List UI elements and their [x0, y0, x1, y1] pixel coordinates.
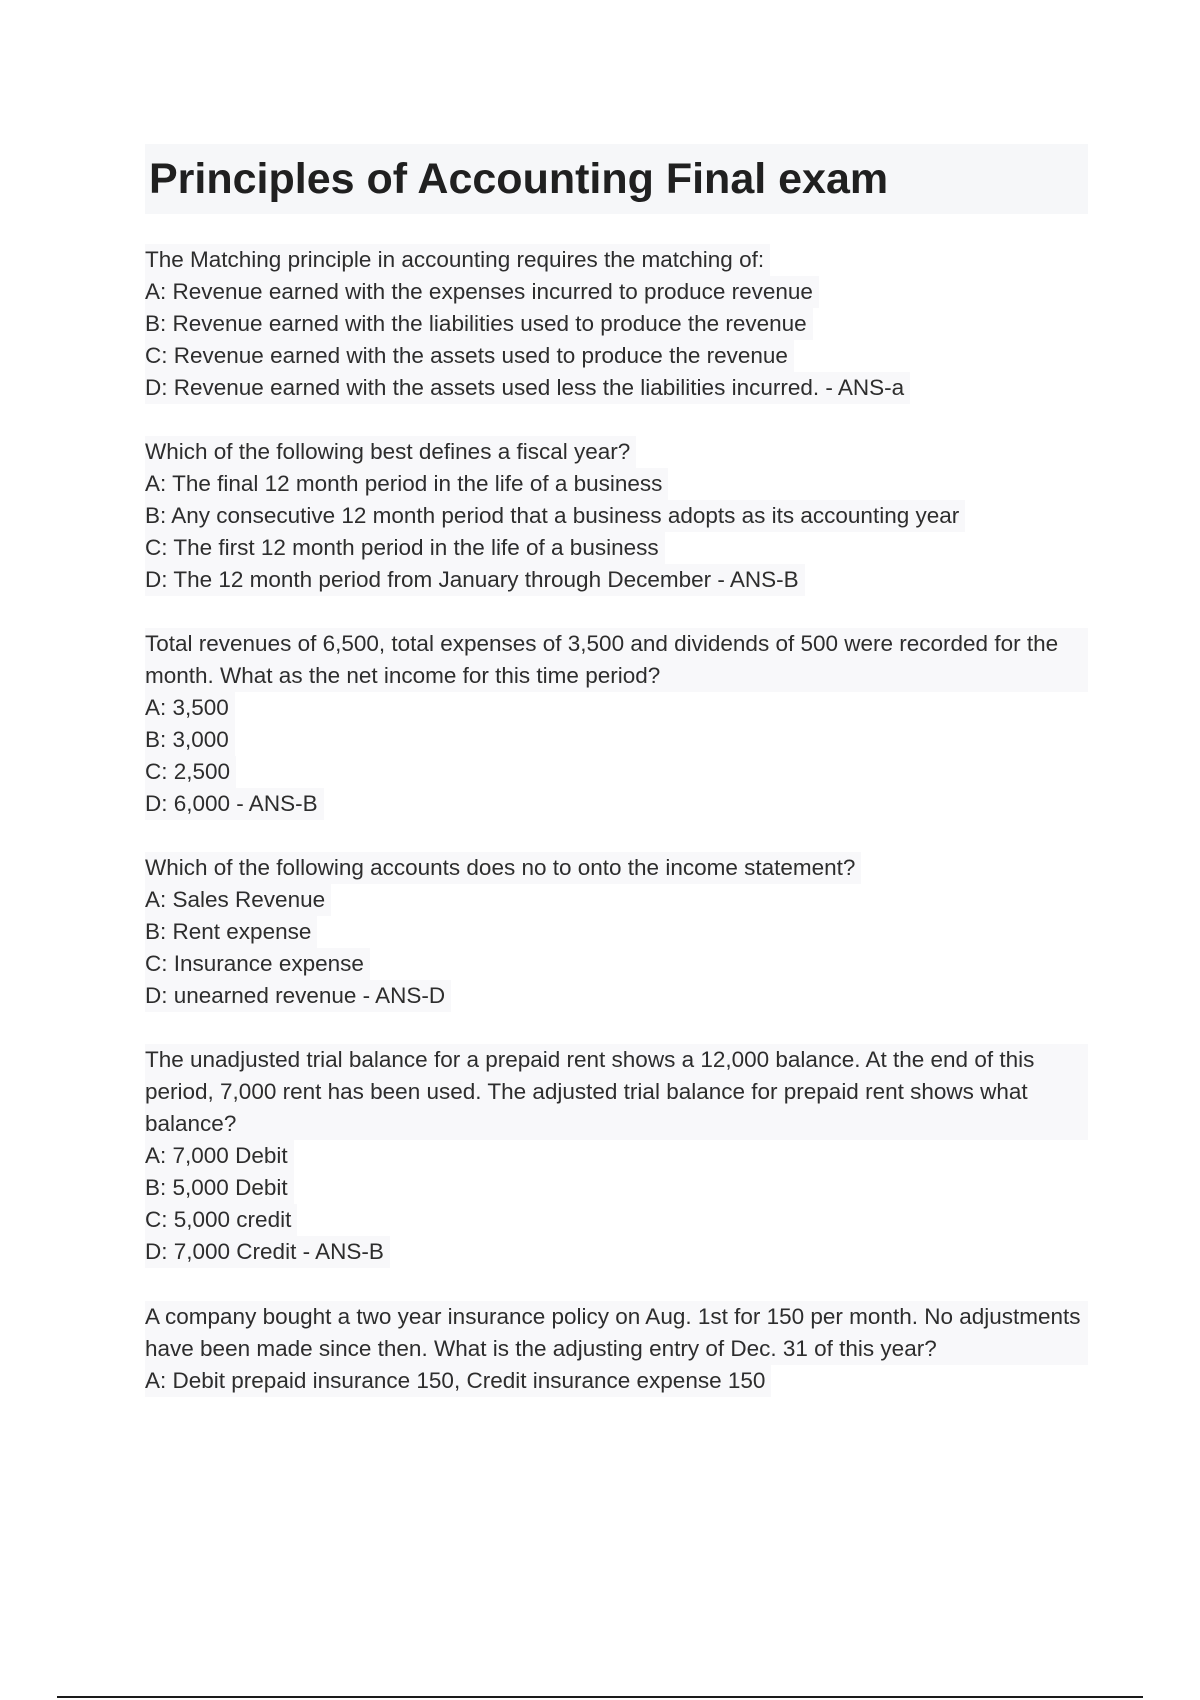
- question-block: [145, 852, 1088, 1012]
- question-stem: Which of the following best defines a fiscal year?: [145, 436, 636, 468]
- question-block: [145, 244, 1088, 404]
- answer-option: A: Debit prepaid insurance 150, Credit insurance expense 150: [145, 1365, 771, 1397]
- answer-option: B: 5,000 Debit: [145, 1172, 294, 1204]
- answer-option: A: 3,500: [145, 692, 235, 724]
- answer-option: A: 7,000 Debit: [145, 1140, 294, 1172]
- answer-option: B: Revenue earned with the liabilities used to produce the revenue: [145, 308, 813, 340]
- answer-option: D: unearned revenue - ANS-D: [145, 980, 451, 1012]
- answer-option: A: Sales Revenue: [145, 884, 331, 916]
- answer-option: D: The 12 month period from January through December - ANS-B: [145, 564, 805, 596]
- question-stem: The unadjusted trial balance for a prepaid rent shows a 12,000 balance. At the end of this period, 7,000 rent has been used. The adjusted trial balance for prepaid rent shows what balance?: [145, 1044, 1088, 1140]
- question-stem: Which of the following accounts does no to onto the income statement?: [145, 852, 861, 884]
- answer-option: B: Any consecutive 12 month period that a business adopts as its accounting year: [145, 500, 965, 532]
- question-block: [145, 436, 1088, 596]
- answer-option: A: Revenue earned with the expenses incurred to produce revenue: [145, 276, 819, 308]
- answer-option: D: Revenue earned with the assets used less the liabilities incurred. - ANS-a: [145, 372, 910, 404]
- answer-option: C: The first 12 month period in the life of a business: [145, 532, 665, 564]
- question-block: [145, 1301, 1088, 1397]
- answer-option: C: Revenue earned with the assets used to produce the revenue: [145, 340, 794, 372]
- question-block: [145, 1044, 1088, 1268]
- question-block: [145, 628, 1088, 820]
- answer-option: C: Insurance expense: [145, 948, 370, 980]
- question-stem: A company bought a two year insurance policy on Aug. 1st for 150 per month. No adjustments have been made since then. What is the adjusting entry of Dec. 31 of this year?: [145, 1301, 1088, 1365]
- answer-option: B: 3,000: [145, 724, 235, 756]
- answer-option: D: 6,000 - ANS-B: [145, 788, 324, 820]
- answer-option: C: 2,500: [145, 756, 236, 788]
- page-footer-divider: [57, 1696, 1143, 1698]
- answer-option: B: Rent expense: [145, 916, 317, 948]
- question-stem: The Matching principle in accounting requires the matching of:: [145, 244, 770, 276]
- page-title: Principles of Accounting Final exam: [145, 144, 1088, 214]
- answer-option: D: 7,000 Credit - ANS-B: [145, 1236, 390, 1268]
- answer-option: A: The final 12 month period in the life of a business: [145, 468, 668, 500]
- question-stem: Total revenues of 6,500, total expenses of 3,500 and dividends of 500 were recorded for the month. What as the net income for this time period?: [145, 628, 1088, 692]
- answer-option: C: 5,000 credit: [145, 1204, 297, 1236]
